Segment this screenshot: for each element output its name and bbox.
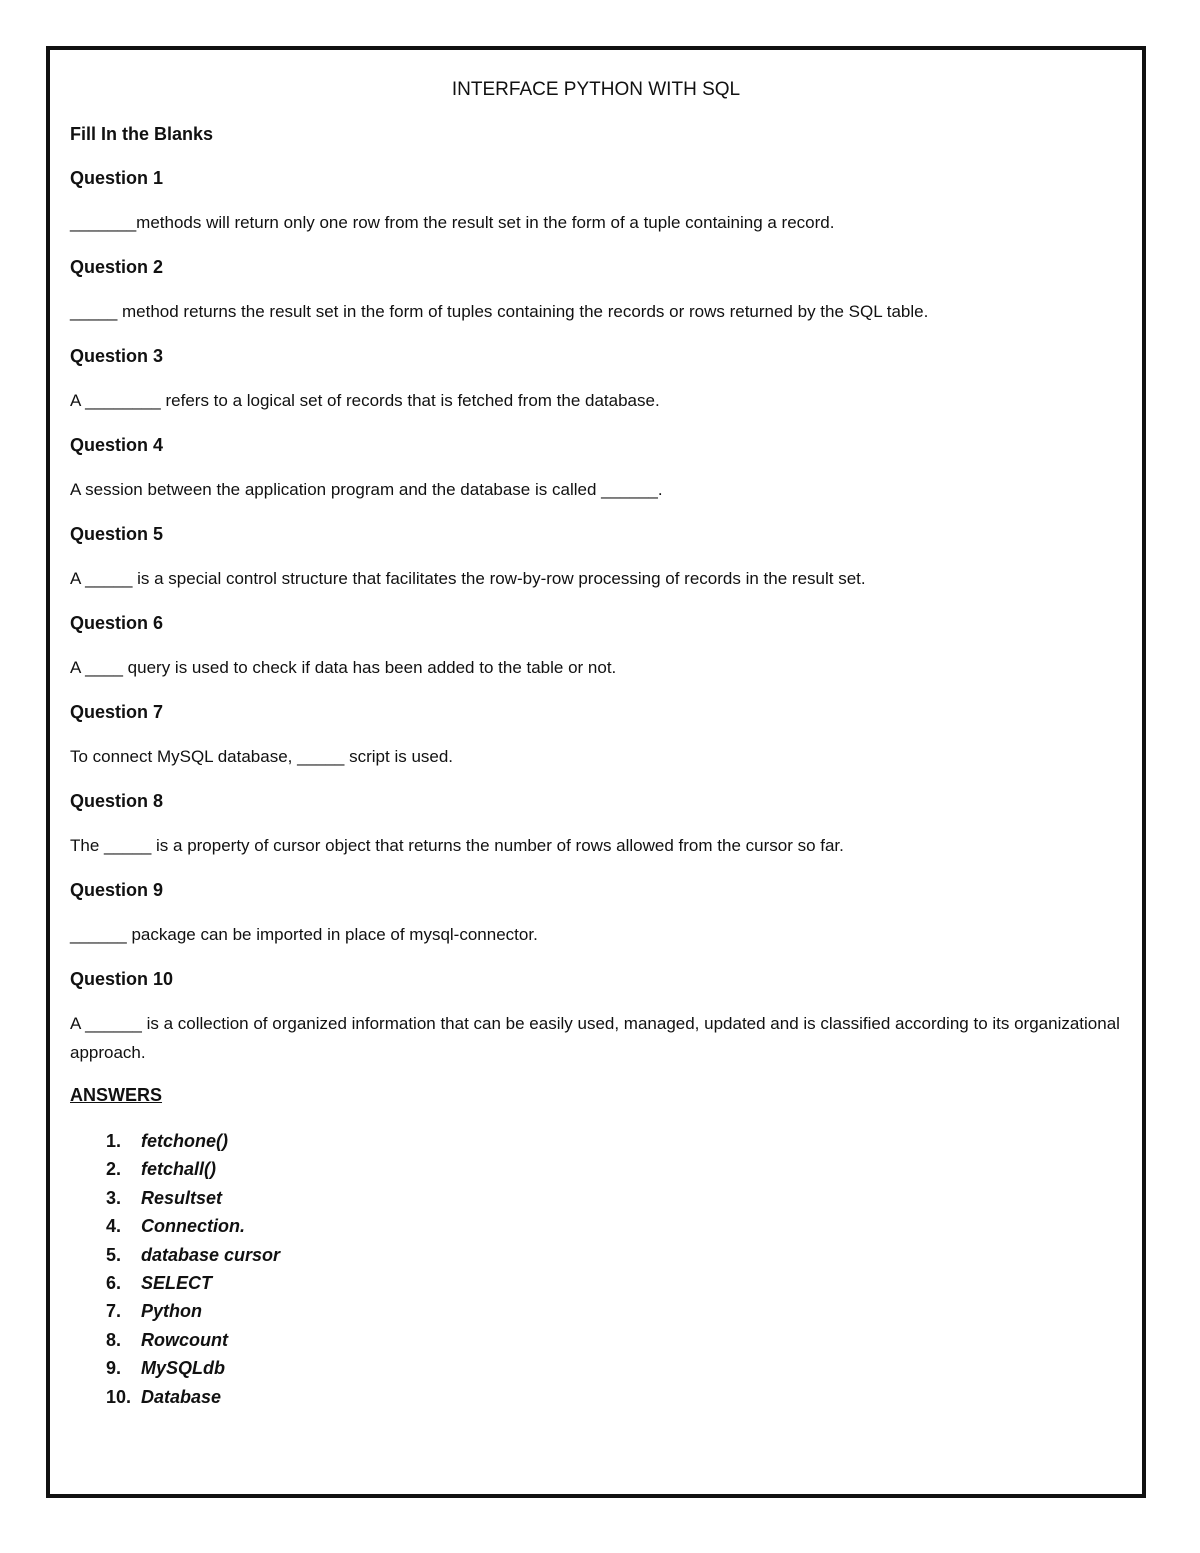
question-text: A _____ is a special control structure that facilitates the row-by-row processing of records in the result set. (70, 569, 866, 588)
question-item (70, 164, 1122, 237)
question-item (70, 965, 1122, 1067)
answer-text: Connection. (141, 1216, 245, 1237)
question-text: _______methods will return only one row from the result set in the form of a tuple containing a record. (70, 213, 835, 232)
question-label: Question 8 (70, 791, 164, 811)
question-text: The _____ is a property of cursor object that returns the number of rows allowed from the cursor so far. (70, 836, 844, 855)
answer-text: fetchall() (141, 1159, 217, 1180)
question-text: A session between the application program and the database is called ______. (70, 480, 663, 499)
question-item (70, 876, 1122, 949)
question-item (70, 431, 1122, 504)
answer-item (106, 1155, 1122, 1183)
answer-number: 8. (106, 1329, 122, 1350)
answer-item (106, 1297, 1122, 1325)
question-text: To connect MySQL database, _____ script is used. (70, 747, 454, 766)
question-text: A ______ is a collection of organized information that can be easily used, managed, updated and is classified according to its organizational approach. (70, 1014, 1120, 1062)
answer-number: 4. (106, 1216, 122, 1237)
answers-heading: ANSWERS (70, 1085, 163, 1105)
answer-item (106, 1212, 1122, 1240)
question-text: _____ method returns the result set in the form of tuples containing the records or rows returned by the SQL table. (70, 302, 929, 321)
question-label: Question 6 (70, 613, 164, 633)
question-label: Question 9 (70, 880, 164, 900)
question-label: Question 2 (70, 257, 164, 277)
answers-list (70, 1127, 1122, 1411)
answer-text: database cursor (141, 1244, 281, 1265)
answer-number: 10. (106, 1386, 132, 1407)
answer-number: 3. (106, 1187, 122, 1208)
answer-number: 1. (106, 1131, 122, 1151)
answer-number: 7. (106, 1301, 122, 1322)
answer-text: Resultset (141, 1187, 223, 1208)
question-item (70, 787, 1122, 860)
answer-text: SELECT (141, 1272, 213, 1293)
question-item (70, 342, 1122, 415)
answer-text: Database (141, 1386, 222, 1407)
question-text: A ________ refers to a logical set of records that is fetched from the database. (70, 391, 660, 410)
page-title: INTERFACE PYTHON WITH SQL (451, 79, 741, 100)
question-label: Question 3 (70, 346, 164, 366)
question-label: Question 1 (70, 168, 164, 188)
answer-number: 9. (106, 1358, 122, 1379)
answer-text: MySQLdb (141, 1358, 225, 1379)
answer-item (106, 1184, 1122, 1212)
question-item (70, 609, 1122, 682)
answer-number: 5. (106, 1244, 122, 1265)
question-item (70, 698, 1122, 771)
answer-item (106, 1354, 1122, 1382)
question-label: Question 4 (70, 435, 164, 455)
question-label: Question 10 (70, 969, 174, 989)
answer-item (106, 1127, 1122, 1155)
answer-item (106, 1241, 1122, 1269)
answer-number: 6. (106, 1272, 122, 1293)
answer-number: 2. (106, 1159, 122, 1180)
answer-item (106, 1383, 1122, 1411)
answer-item (106, 1326, 1122, 1354)
question-text: ______ package can be imported in place of mysql-connector. (70, 925, 538, 944)
answer-text: Rowcount (141, 1329, 228, 1350)
question-label: Question 7 (70, 702, 164, 722)
section-heading: Fill In the Blanks (70, 124, 214, 144)
answer-item (106, 1269, 1122, 1297)
document-body (70, 72, 1122, 1411)
question-item (70, 520, 1122, 593)
answer-text: fetchone() (141, 1131, 228, 1151)
question-item (70, 253, 1122, 326)
answer-text: Python (141, 1301, 202, 1322)
page-border (46, 46, 1146, 1498)
questions-list (70, 164, 1122, 1067)
question-label: Question 5 (70, 524, 164, 544)
question-text: A ____ query is used to check if data has been added to the table or not. (70, 658, 617, 677)
